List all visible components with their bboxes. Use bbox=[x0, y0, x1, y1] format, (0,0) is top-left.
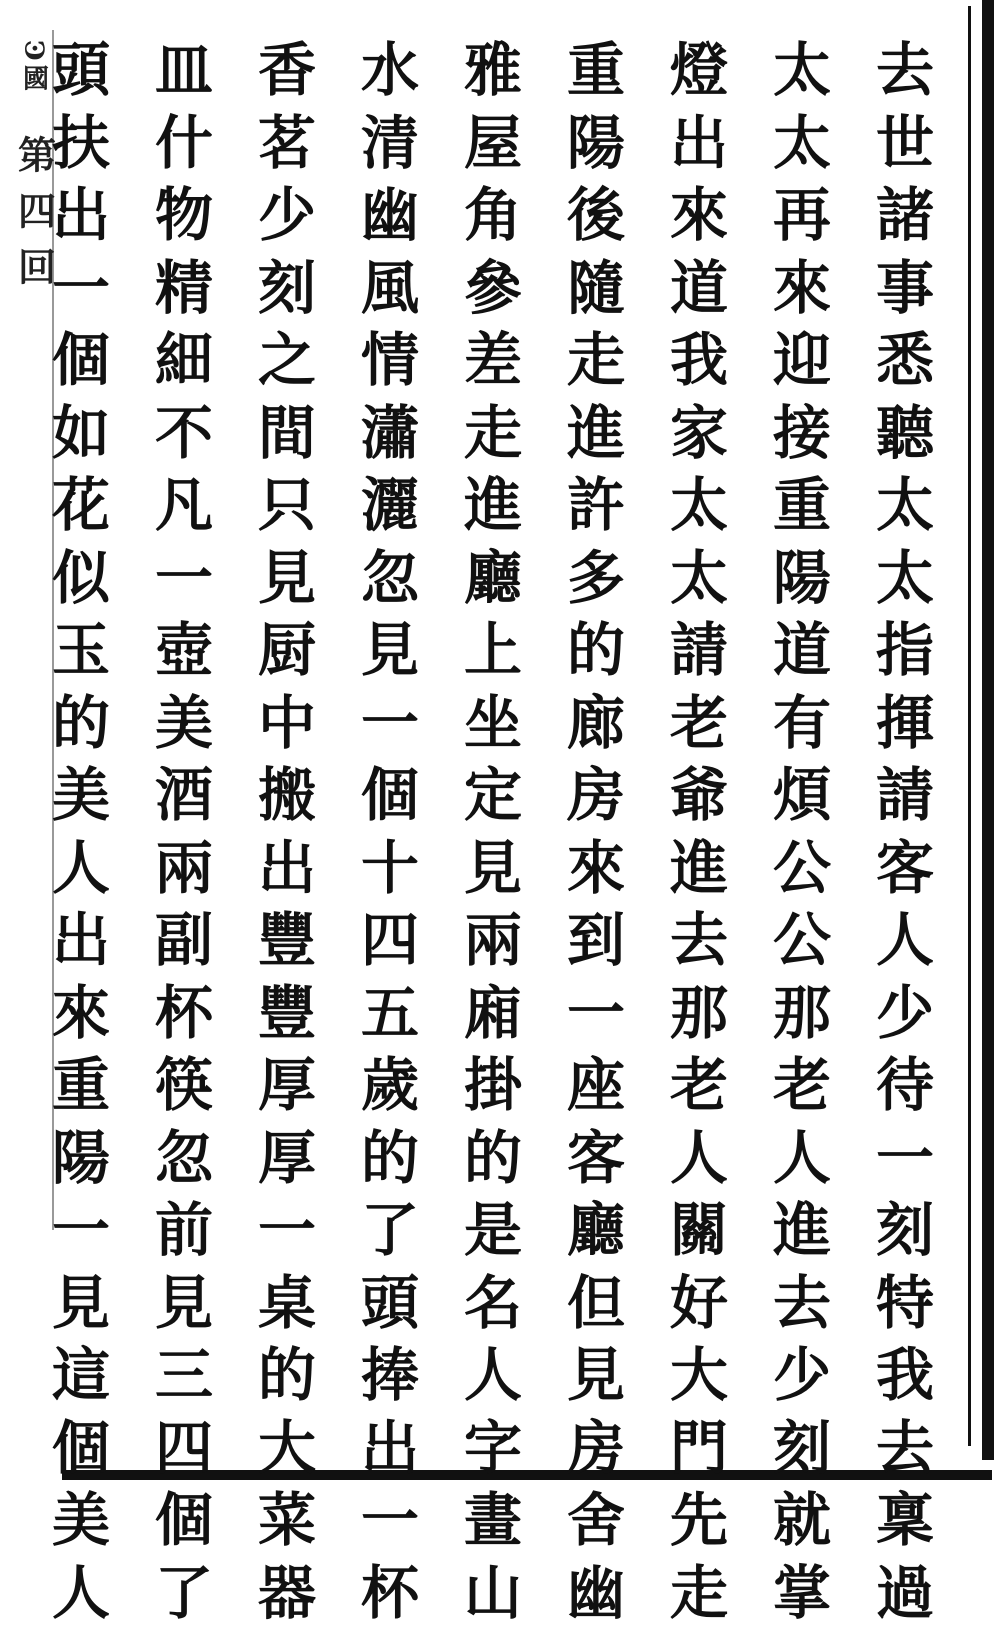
glyph: 見 bbox=[445, 832, 541, 905]
glyph: 事 bbox=[857, 252, 953, 325]
glyph: 的 bbox=[548, 614, 644, 687]
glyph: 前 bbox=[136, 1194, 232, 1267]
glyph: 太 bbox=[754, 34, 850, 107]
glyph: 凡 bbox=[136, 469, 232, 542]
glyph: 扶 bbox=[33, 107, 129, 180]
glyph: 花 bbox=[33, 469, 129, 542]
glyph: 一 bbox=[33, 252, 129, 325]
glyph: 名 bbox=[445, 1267, 541, 1340]
glyph: 個 bbox=[33, 324, 129, 397]
glyph: 去 bbox=[857, 34, 953, 107]
glyph: 房 bbox=[548, 759, 644, 832]
glyph: 座 bbox=[548, 1049, 644, 1122]
glyph: 一 bbox=[136, 542, 232, 615]
glyph: 進 bbox=[651, 832, 747, 905]
glyph: 來 bbox=[548, 832, 644, 905]
gutter-title: Ͽ國 bbox=[16, 40, 53, 95]
glyph: 一 bbox=[342, 1484, 438, 1557]
text-column bbox=[239, 34, 335, 1629]
glyph: 重 bbox=[548, 34, 644, 107]
glyph: 少 bbox=[239, 179, 335, 252]
glyph: 老 bbox=[651, 1049, 747, 1122]
text-column bbox=[548, 34, 644, 1629]
glyph: 過 bbox=[857, 1557, 953, 1629]
glyph: 山 bbox=[445, 1557, 541, 1629]
glyph: 重 bbox=[33, 1049, 129, 1122]
glyph: 厚 bbox=[239, 1122, 335, 1195]
glyph: 屋 bbox=[445, 107, 541, 180]
glyph: 水 bbox=[342, 34, 438, 107]
glyph: 皿 bbox=[136, 34, 232, 107]
glyph: 見 bbox=[33, 1267, 129, 1340]
glyph: 刻 bbox=[857, 1194, 953, 1267]
glyph: 揮 bbox=[857, 687, 953, 760]
glyph: 掌 bbox=[754, 1557, 850, 1629]
glyph: 公 bbox=[754, 904, 850, 977]
glyph: 我 bbox=[857, 1339, 953, 1412]
glyph: 只 bbox=[239, 469, 335, 542]
glyph: 客 bbox=[548, 1122, 644, 1195]
glyph: 不 bbox=[136, 397, 232, 470]
glyph: 進 bbox=[445, 469, 541, 542]
page-border-right bbox=[982, 0, 994, 1460]
glyph: 副 bbox=[136, 904, 232, 977]
glyph: 諸 bbox=[857, 179, 953, 252]
glyph: 是 bbox=[445, 1194, 541, 1267]
glyph: 厚 bbox=[239, 1049, 335, 1122]
glyph: 重 bbox=[754, 469, 850, 542]
glyph: 一 bbox=[239, 1194, 335, 1267]
glyph: 三 bbox=[136, 1339, 232, 1412]
glyph: 十 bbox=[342, 832, 438, 905]
glyph: 間 bbox=[239, 397, 335, 470]
glyph: 舍 bbox=[548, 1484, 644, 1557]
glyph: 差 bbox=[445, 324, 541, 397]
glyph: 許 bbox=[548, 469, 644, 542]
glyph: 忽 bbox=[342, 542, 438, 615]
text-column bbox=[754, 34, 850, 1629]
glyph: 道 bbox=[754, 614, 850, 687]
glyph: 之 bbox=[239, 324, 335, 397]
glyph: 客 bbox=[857, 832, 953, 905]
glyph: 大 bbox=[239, 1412, 335, 1485]
glyph: 悉 bbox=[857, 324, 953, 397]
glyph: 坐 bbox=[445, 687, 541, 760]
glyph: 什 bbox=[136, 107, 232, 180]
glyph: 器 bbox=[239, 1557, 335, 1629]
glyph: 一 bbox=[342, 687, 438, 760]
glyph: 但 bbox=[548, 1267, 644, 1340]
glyph: 美 bbox=[136, 687, 232, 760]
glyph: 有 bbox=[754, 687, 850, 760]
glyph: 廂 bbox=[445, 977, 541, 1050]
glyph: 兩 bbox=[445, 904, 541, 977]
glyph: 少 bbox=[754, 1339, 850, 1412]
glyph: 來 bbox=[651, 179, 747, 252]
glyph: 廳 bbox=[548, 1194, 644, 1267]
glyph: 去 bbox=[754, 1267, 850, 1340]
glyph: 忽 bbox=[136, 1122, 232, 1195]
glyph: 到 bbox=[548, 904, 644, 977]
text-column bbox=[342, 34, 438, 1629]
glyph: 杯 bbox=[342, 1557, 438, 1629]
glyph: 畫 bbox=[445, 1484, 541, 1557]
glyph: 歲 bbox=[342, 1049, 438, 1122]
glyph: 桌 bbox=[239, 1267, 335, 1340]
glyph: 走 bbox=[445, 397, 541, 470]
glyph: 一 bbox=[33, 1194, 129, 1267]
glyph: 個 bbox=[136, 1484, 232, 1557]
glyph: 隨 bbox=[548, 252, 644, 325]
glyph: 掛 bbox=[445, 1049, 541, 1122]
glyph: 人 bbox=[857, 904, 953, 977]
glyph: 房 bbox=[548, 1412, 644, 1485]
glyph: 頭 bbox=[342, 1267, 438, 1340]
glyph: 上 bbox=[445, 614, 541, 687]
glyph: 走 bbox=[548, 324, 644, 397]
glyph: 定 bbox=[445, 759, 541, 832]
text-column bbox=[33, 34, 129, 1629]
glyph: 一 bbox=[548, 977, 644, 1050]
glyph: 老 bbox=[651, 687, 747, 760]
text-column bbox=[136, 34, 232, 1629]
glyph: 豐 bbox=[239, 904, 335, 977]
glyph: 門 bbox=[651, 1412, 747, 1485]
glyph: 太 bbox=[651, 542, 747, 615]
glyph: 灑 bbox=[342, 469, 438, 542]
glyph: 五 bbox=[342, 977, 438, 1050]
glyph: 字 bbox=[445, 1412, 541, 1485]
glyph: 見 bbox=[342, 614, 438, 687]
glyph: 太 bbox=[651, 469, 747, 542]
glyph: 那 bbox=[754, 977, 850, 1050]
glyph: 我 bbox=[651, 324, 747, 397]
page-border-inner bbox=[968, 6, 971, 1446]
glyph: 那 bbox=[651, 977, 747, 1050]
glyph: 角 bbox=[445, 179, 541, 252]
glyph: 迎 bbox=[754, 324, 850, 397]
glyph: 美 bbox=[33, 759, 129, 832]
glyph: 家 bbox=[651, 397, 747, 470]
glyph: 的 bbox=[342, 1122, 438, 1195]
glyph: 的 bbox=[33, 687, 129, 760]
glyph: 搬 bbox=[239, 759, 335, 832]
glyph: 清 bbox=[342, 107, 438, 180]
glyph: 一 bbox=[857, 1122, 953, 1195]
glyph: 美 bbox=[33, 1484, 129, 1557]
glyph: 杯 bbox=[136, 977, 232, 1050]
glyph: 見 bbox=[548, 1339, 644, 1412]
glyph: 出 bbox=[239, 832, 335, 905]
glyph: 再 bbox=[754, 179, 850, 252]
glyph: 四 bbox=[342, 904, 438, 977]
glyph: 中 bbox=[239, 687, 335, 760]
glyph: 刻 bbox=[754, 1412, 850, 1485]
glyph: 筷 bbox=[136, 1049, 232, 1122]
glyph: 頭 bbox=[33, 34, 129, 107]
glyph: 出 bbox=[342, 1412, 438, 1485]
glyph: 陽 bbox=[548, 107, 644, 180]
glyph: 參 bbox=[445, 252, 541, 325]
glyph: 的 bbox=[445, 1122, 541, 1195]
glyph: 後 bbox=[548, 179, 644, 252]
glyph: 指 bbox=[857, 614, 953, 687]
glyph: 特 bbox=[857, 1267, 953, 1340]
glyph: 人 bbox=[33, 1557, 129, 1629]
glyph: 酒 bbox=[136, 759, 232, 832]
glyph: 四 bbox=[136, 1412, 232, 1485]
text-column bbox=[651, 34, 747, 1629]
glyph: 似 bbox=[33, 542, 129, 615]
glyph: 少 bbox=[857, 977, 953, 1050]
glyph: 煩 bbox=[754, 759, 850, 832]
glyph: 陽 bbox=[754, 542, 850, 615]
glyph: 風 bbox=[342, 252, 438, 325]
glyph: 這 bbox=[33, 1339, 129, 1412]
glyph: 見 bbox=[136, 1267, 232, 1340]
glyph: 太 bbox=[754, 107, 850, 180]
glyph: 厨 bbox=[239, 614, 335, 687]
glyph: 來 bbox=[33, 977, 129, 1050]
glyph: 人 bbox=[754, 1122, 850, 1195]
glyph: 了 bbox=[342, 1194, 438, 1267]
glyph: 請 bbox=[857, 759, 953, 832]
glyph: 走 bbox=[651, 1557, 747, 1629]
glyph: 如 bbox=[33, 397, 129, 470]
glyph: 老 bbox=[754, 1049, 850, 1122]
glyph: 太 bbox=[857, 469, 953, 542]
glyph: 人 bbox=[445, 1339, 541, 1412]
glyph: 太 bbox=[857, 542, 953, 615]
glyph: 好 bbox=[651, 1267, 747, 1340]
glyph: 瀟 bbox=[342, 397, 438, 470]
glyph: 廊 bbox=[548, 687, 644, 760]
glyph: 接 bbox=[754, 397, 850, 470]
glyph: 刻 bbox=[239, 252, 335, 325]
glyph: 情 bbox=[342, 324, 438, 397]
glyph: 燈 bbox=[651, 34, 747, 107]
glyph: 了 bbox=[136, 1557, 232, 1629]
glyph: 關 bbox=[651, 1194, 747, 1267]
glyph: 茗 bbox=[239, 107, 335, 180]
glyph: 的 bbox=[239, 1339, 335, 1412]
glyph: 個 bbox=[342, 759, 438, 832]
glyph: 精 bbox=[136, 252, 232, 325]
glyph: 公 bbox=[754, 832, 850, 905]
glyph: 爺 bbox=[651, 759, 747, 832]
glyph: 物 bbox=[136, 179, 232, 252]
glyph: 捧 bbox=[342, 1339, 438, 1412]
glyph: 細 bbox=[136, 324, 232, 397]
glyph: 先 bbox=[651, 1484, 747, 1557]
glyph: 壺 bbox=[136, 614, 232, 687]
glyph: 世 bbox=[857, 107, 953, 180]
glyph: 多 bbox=[548, 542, 644, 615]
glyph: 菜 bbox=[239, 1484, 335, 1557]
glyph: 人 bbox=[33, 832, 129, 905]
text-column bbox=[857, 34, 953, 1629]
glyph: 來 bbox=[754, 252, 850, 325]
glyph: 聽 bbox=[857, 397, 953, 470]
glyph: 就 bbox=[754, 1484, 850, 1557]
glyph: 玉 bbox=[33, 614, 129, 687]
glyph: 出 bbox=[651, 107, 747, 180]
glyph: 廳 bbox=[445, 542, 541, 615]
glyph: 出 bbox=[33, 904, 129, 977]
glyph: 幽 bbox=[342, 179, 438, 252]
glyph: 見 bbox=[239, 542, 335, 615]
glyph: 兩 bbox=[136, 832, 232, 905]
glyph: 人 bbox=[651, 1122, 747, 1195]
glyph: 請 bbox=[651, 614, 747, 687]
glyph: 待 bbox=[857, 1049, 953, 1122]
gutter-section: 第四回 bbox=[7, 135, 62, 303]
text-column bbox=[445, 34, 541, 1629]
glyph: 去 bbox=[857, 1412, 953, 1485]
glyph: 去 bbox=[651, 904, 747, 977]
glyph: 豐 bbox=[239, 977, 335, 1050]
glyph: 幽 bbox=[548, 1557, 644, 1629]
glyph: 個 bbox=[33, 1412, 129, 1485]
glyph: 進 bbox=[548, 397, 644, 470]
glyph: 稟 bbox=[857, 1484, 953, 1557]
glyph: 香 bbox=[239, 34, 335, 107]
glyph: 大 bbox=[651, 1339, 747, 1412]
glyph: 進 bbox=[754, 1194, 850, 1267]
glyph: 道 bbox=[651, 252, 747, 325]
glyph: 陽 bbox=[33, 1122, 129, 1195]
glyph: 雅 bbox=[445, 34, 541, 107]
glyph: 出 bbox=[33, 179, 129, 252]
